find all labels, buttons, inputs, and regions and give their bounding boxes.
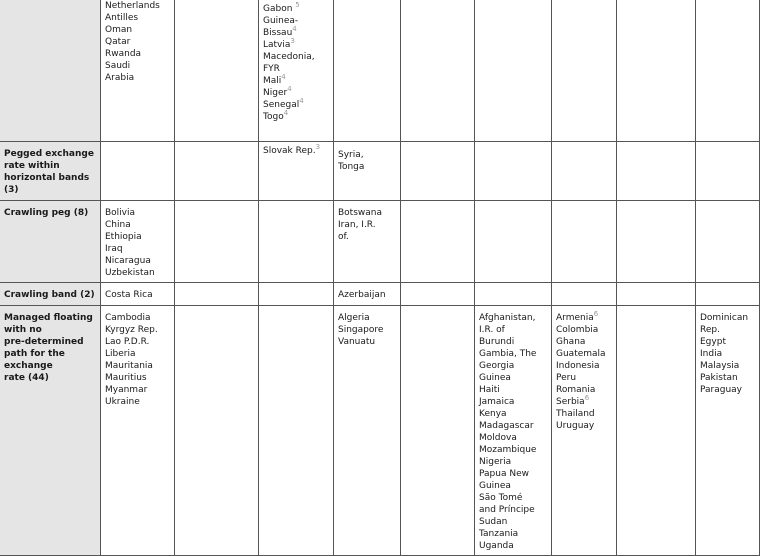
table-cell <box>175 142 259 201</box>
row-header-line: exchange <box>4 361 53 371</box>
table-cell <box>401 142 475 201</box>
country-entry: São Tomé <box>479 493 523 503</box>
row-header <box>0 283 101 306</box>
country-entry: FYR <box>263 64 280 74</box>
row-header-line: Crawling peg (8) <box>4 208 89 218</box>
country-entry: Ethiopia <box>105 232 142 242</box>
table-cell <box>175 0 259 142</box>
table-row <box>0 306 760 556</box>
country-entry: Macedonia, <box>263 52 315 62</box>
country-entry: Papua New <box>479 469 529 479</box>
country-entry: Mauritius <box>105 373 147 383</box>
country-entry: Peru <box>556 373 577 383</box>
table-row <box>0 142 760 201</box>
country-entry: Moldova <box>479 433 517 443</box>
country-entry <box>263 99 329 111</box>
table-cell <box>475 0 552 142</box>
table-row <box>0 0 760 142</box>
table-cell <box>552 0 617 142</box>
table-cell <box>101 283 175 306</box>
country-entry: Costa Rica <box>105 290 153 300</box>
table-cell <box>259 283 334 306</box>
country-entry: Gambia, The <box>479 349 537 359</box>
country-entry <box>263 111 329 123</box>
country-entry: Georgia <box>479 361 515 371</box>
country-entry: China <box>105 220 131 230</box>
row-header-line: path for the <box>4 349 65 359</box>
row-header-line: rate (44) <box>4 373 49 383</box>
country-entry: Guatemala <box>556 349 606 359</box>
footnote-marker: 3 <box>290 37 295 45</box>
row-header <box>0 0 101 142</box>
table-cell <box>259 201 334 283</box>
country-entry: Singapore <box>338 325 384 335</box>
country-entry: Jamaica <box>479 397 515 407</box>
country-entry: Mozambique <box>479 445 537 455</box>
country-entry: Netherlands <box>105 1 160 11</box>
country-entry: Sudan <box>479 517 508 527</box>
country-entry: Saudi <box>105 61 131 71</box>
country-entry: Nicaragua <box>105 256 151 266</box>
country-entry: Kyrgyz Rep. <box>105 325 158 335</box>
country-entry <box>263 87 329 99</box>
row-header-line: Crawling band (2) <box>4 290 95 300</box>
country-entry: Myanmar <box>105 385 148 395</box>
country-entry: Liberia <box>105 349 136 359</box>
footnote-marker: 3 <box>315 143 321 151</box>
footnote-marker: 4 <box>281 73 286 81</box>
footnote-marker: 6 <box>593 310 599 318</box>
country-name: Armenia <box>556 313 594 323</box>
table-cell <box>401 0 475 142</box>
table-cell <box>334 283 401 306</box>
country-entry: Iraq <box>105 244 123 254</box>
country-entry: Tanzania <box>479 529 519 539</box>
table-cell <box>175 201 259 283</box>
table-cell <box>617 0 696 142</box>
row-header <box>0 306 101 556</box>
row-header-line: horizontal bands <box>4 173 90 183</box>
country-entry: and Príncipe <box>479 505 535 515</box>
country-entry: Guinea <box>479 481 511 491</box>
row-header <box>0 201 101 283</box>
country-name: Senegal <box>263 100 300 110</box>
table-cell <box>696 306 760 556</box>
table-cell <box>475 201 552 283</box>
country-entry: Guinea- <box>263 16 299 26</box>
table-cell <box>552 283 617 306</box>
country-entry: Guinea <box>479 373 511 383</box>
country-entry: Madagascar <box>479 421 534 431</box>
country-entry: of. <box>338 232 349 242</box>
table-cell <box>617 201 696 283</box>
country-name: Gabon <box>263 4 296 14</box>
footnote-marker: 4 <box>299 97 304 105</box>
table-cell <box>175 306 259 556</box>
country-entry <box>263 75 329 87</box>
footnote-marker: 4 <box>283 109 289 117</box>
table-row <box>0 283 760 306</box>
country-entry: Romania <box>556 385 596 395</box>
table-cell <box>475 283 552 306</box>
row-header-line: Pegged exchange <box>4 149 94 159</box>
table-cell <box>401 306 475 556</box>
country-name: Niger <box>263 88 288 98</box>
country-entry: Indonesia <box>556 361 600 371</box>
table-cell <box>696 283 760 306</box>
country-entry: India <box>700 349 723 359</box>
table-cell <box>552 306 617 556</box>
country-name: Serbia <box>556 397 585 407</box>
country-entry <box>556 396 612 408</box>
country-entry: Malaysia <box>700 361 740 371</box>
country-entry: Tonga <box>338 162 365 172</box>
row-header-line: rate within <box>4 161 60 171</box>
table-cell <box>617 306 696 556</box>
country-entry: Cambodia <box>105 313 151 323</box>
table-cell <box>475 306 552 556</box>
table-cell <box>334 201 401 283</box>
country-entry: Bolivia <box>105 208 136 218</box>
country-entry: Algeria <box>338 313 370 323</box>
country-entry: Afghanistan, <box>479 313 536 323</box>
country-entry: Mauritania <box>105 361 153 371</box>
country-entry: Lao P.D.R. <box>105 337 150 347</box>
country-entry: Pakistan <box>700 373 738 383</box>
country-entry: Paraguay <box>700 385 743 395</box>
country-entry: Qatar <box>105 37 131 47</box>
table-cell <box>101 201 175 283</box>
country-entry: Antilles <box>105 13 139 23</box>
country-entry: Haiti <box>479 385 500 395</box>
table-cell <box>696 142 760 201</box>
row-header-line: pre-determined <box>4 337 84 347</box>
country-entry: Uzbekistan <box>105 268 155 278</box>
country-name: Mali <box>263 76 282 86</box>
row-header-line: with no <box>4 325 42 335</box>
country-entry <box>263 39 329 51</box>
country-entry <box>263 3 329 15</box>
country-entry: Kenya <box>479 409 507 419</box>
table-cell <box>334 142 401 201</box>
table-cell <box>401 201 475 283</box>
country-entry: Oman <box>105 25 133 35</box>
country-entry: Nigeria <box>479 457 512 467</box>
country-entry: Ghana <box>556 337 586 347</box>
footnote-marker: 4 <box>292 25 297 33</box>
country-name: Bissau <box>263 28 293 38</box>
country-entry: Egypt <box>700 337 726 347</box>
country-entry: Arabia <box>105 73 135 83</box>
country-entry: Azerbaijan <box>338 290 386 300</box>
country-entry: Vanuatu <box>338 337 376 347</box>
table-cell <box>101 0 175 142</box>
country-entry: Burundi <box>479 337 515 347</box>
row-header-line: (3) <box>4 185 19 195</box>
country-entry <box>556 312 612 324</box>
table-row <box>0 201 760 283</box>
table-cell <box>259 0 334 142</box>
country-entry: Ukraine <box>105 397 140 407</box>
table-cell <box>552 201 617 283</box>
country-entry: Iran, I.R. <box>338 220 376 230</box>
country-entry: Rep. <box>700 325 720 335</box>
table-cell <box>475 142 552 201</box>
table-cell <box>101 142 175 201</box>
table-cell <box>552 142 617 201</box>
country-entry: Botswana <box>338 208 382 218</box>
table-cell <box>401 283 475 306</box>
country-entry: Uganda <box>479 541 514 551</box>
row-header-line: Managed floating <box>4 313 93 323</box>
footnote-marker: 5 <box>295 1 300 9</box>
table-cell <box>175 283 259 306</box>
footnote-marker: 4 <box>287 85 292 93</box>
country-name: Togo <box>263 112 284 122</box>
country-name: Slovak Rep. <box>263 146 316 156</box>
table-cell <box>617 283 696 306</box>
country-entry: Rwanda <box>105 49 142 59</box>
footnote-marker: 6 <box>584 394 590 402</box>
table-cell <box>101 306 175 556</box>
country-entry <box>263 27 329 39</box>
table-cell <box>696 0 760 142</box>
table-cell <box>334 0 401 142</box>
country-entry <box>263 145 329 157</box>
row-header <box>0 142 101 201</box>
country-entry: I.R. of <box>479 325 505 335</box>
table-cell <box>259 306 334 556</box>
country-name: Latvia <box>263 40 291 50</box>
table-cell <box>696 201 760 283</box>
table-cell <box>334 306 401 556</box>
table-cell <box>259 142 334 201</box>
country-entry: Thailand <box>556 409 595 419</box>
table-cell <box>617 142 696 201</box>
country-entry: Uruguay <box>556 421 595 431</box>
country-entry: Colombia <box>556 325 599 335</box>
country-entry: Dominican <box>700 313 749 323</box>
country-entry: Syria, <box>338 150 364 160</box>
